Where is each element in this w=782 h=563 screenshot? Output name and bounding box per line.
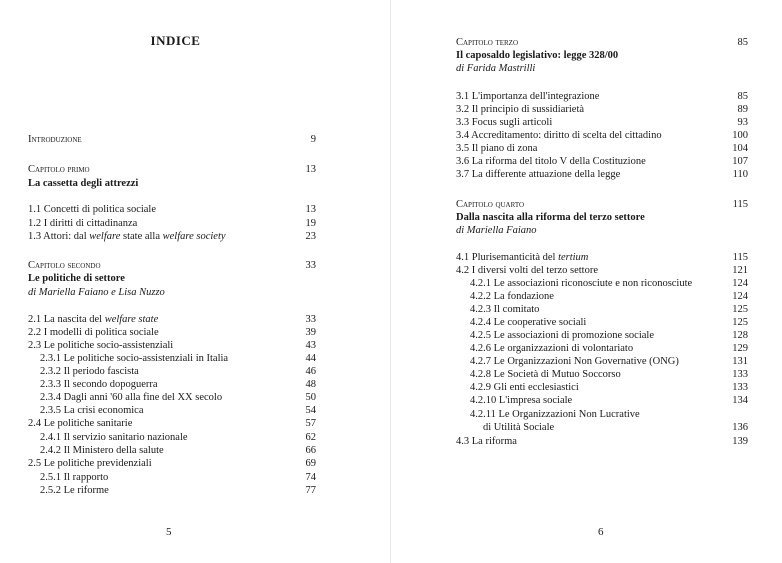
toc-entry-text: 2.3.5 La crisi economica [40,405,144,416]
toc-entry-page: 128 [732,330,748,341]
toc-entry-text: di Mariella Faiano [456,225,537,236]
toc-entry-text: Introduzione [28,134,82,145]
toc-entry-page: 39 [305,327,316,338]
toc-entry-page: 43 [305,340,316,351]
toc-entry-text: 4.2.7 Le Organizzazioni Non Governative (ONG) [470,356,679,367]
toc-entry-text: 1.1 Concetti di politica sociale [28,204,157,215]
toc-entry-text: 4.3 La riforma [456,436,517,447]
toc-entry-text: 2.5 Le politiche previdenziali [28,458,152,469]
toc-entry-page: 69 [305,458,316,469]
toc-entry-page: 124 [732,278,748,289]
toc-entry-page: 104 [732,143,748,154]
toc-entry-text: 2.5.2 Le riforme [40,485,109,496]
toc-entry-page: 33 [305,314,316,325]
toc-entry-text: di Utilità Sociale [483,422,555,433]
toc-entry-text: 4.2.9 Gli enti ecclesiastici [470,382,579,393]
toc-entry-page: 50 [305,392,316,403]
toc-entry-page: 133 [732,382,748,393]
toc-entry-text: 4.2 I diversi volti del terzo settore [456,265,599,276]
toc-entry-text: 2.5.1 Il rapporto [40,472,109,483]
toc-entry-page: 13 [305,164,316,175]
toc-entry-text: Il caposaldo legislativo: legge 328/00 [456,50,619,61]
toc-entry-text: 1.3 Attori: dal welfare state alla welfare society [28,231,226,242]
toc-entry-text: 3.2 Il principio di sussidiarietà [456,104,585,115]
page-title: INDICE [150,33,201,48]
toc-entry-page: 124 [732,291,748,302]
toc-entry-page: 57 [305,418,316,429]
toc-entry-text: Capitolo primo [28,164,90,175]
right-page [391,0,782,563]
toc-entry-page: 131 [732,356,748,367]
toc-entry-text: 4.2.4 Le cooperative sociali [470,317,587,328]
toc-entry-text: di Mariella Faiano e Lisa Nuzzo [28,287,165,298]
toc-entry-page: 129 [732,343,748,354]
toc-entry-text: 2.3.1 Le politiche socio-assistenziali in Italia [40,353,229,364]
toc-entry-page: 107 [732,156,748,167]
toc-entry-page: 62 [305,432,316,443]
toc-entry-text: 2.4 Le politiche sanitarie [28,418,133,429]
toc-entry-text: 2.3 Le politiche socio-assistenziali [28,340,174,351]
toc-entry-text: 4.2.8 Le Società di Mutuo Soccorso [470,369,621,380]
toc-entry-text: 3.6 La riforma del titolo V della Costituzione [456,156,646,167]
toc-entry-page: 121 [732,265,748,276]
toc-entry-text: 1.2 I diritti di cittadinanza [28,218,138,229]
toc-entry-page: 54 [305,405,316,416]
toc-entry-page: 125 [732,304,748,315]
toc-entry-page: 48 [305,379,316,390]
toc-entry-text: Le politiche di settore [28,273,125,284]
toc-entry-text: 2.3.3 Il secondo dopoguerra [40,379,158,390]
toc-entry-text: Capitolo quarto [456,199,525,210]
toc-entry-text: 3.3 Focus sugli articoli [456,117,553,128]
toc-entry-text: 4.2.5 Le associazioni di promozione sociale [470,330,654,341]
toc-entry-text: La cassetta degli attrezzi [28,178,139,189]
toc-entry-page: 85 [737,37,748,48]
toc-entry-page: 115 [732,199,748,210]
toc-entry-text: 2.3.2 Il periodo fascista [40,366,139,377]
toc-entry-text: 4.2.1 Le associazioni riconosciute e non riconosciute [470,278,693,289]
toc-entry-page: 77 [305,485,316,496]
toc-entry-page: 134 [732,395,748,406]
page-number: 6 [598,526,604,538]
toc-entry-page: 13 [305,204,316,215]
toc-entry-text: Capitolo secondo [28,260,101,271]
toc-entry-text: 2.3.4 Dagli anni '60 alla fine del XX secolo [40,392,223,403]
toc-entry-text: 3.4 Accreditamento: diritto di scelta del cittadino [456,130,662,141]
toc-entry-page: 136 [732,422,748,433]
toc-entry-text: 2.4.2 Il Ministero della salute [40,445,164,456]
toc-entry-page: 74 [305,472,316,483]
toc-entry-text: 2.1 La nascita del welfare state [28,314,159,325]
toc-entry-text: 3.5 Il piano di zona [456,143,538,154]
toc-entry-page: 9 [310,134,316,145]
toc-entry-page: 93 [737,117,748,128]
toc-entry-page: 110 [732,169,748,180]
toc-entry-page: 89 [737,104,748,115]
toc-entry-text: 4.2.10 L'impresa sociale [470,395,573,406]
toc-entry-page: 44 [305,353,316,364]
toc-entry-text: 3.7 La differente attuazione della legge [456,169,621,180]
toc-entry-text: 4.2.6 Le organizzazioni di volontariato [470,343,634,354]
toc-entry-page: 115 [732,252,748,263]
toc-entry-text: 2.2 I modelli di politica sociale [28,327,159,338]
toc-entry-page: 23 [305,231,316,242]
toc-entry-page: 19 [305,218,316,229]
toc-entry-page: 139 [732,436,748,447]
toc-entry-text: 3.1 L'importanza dell'integrazione [456,91,600,102]
toc-entry-text: Capitolo terzo [456,37,518,48]
toc-entry-page: 85 [737,91,748,102]
toc-entry-text: 4.2.3 Il comitato [470,304,540,315]
toc-entry-page: 100 [732,130,748,141]
toc-entry-text: di Farida Mastrilli [456,63,536,74]
toc-entry-text: 4.1 Plurisemanticità del tertium [456,252,589,263]
page-number: 5 [166,526,172,538]
toc-entry-text: 4.2.11 Le Organizzazioni Non Lucrative [470,409,640,420]
toc-entry-page: 66 [305,445,316,456]
toc-entry-page: 33 [305,260,316,271]
toc-entry-text: Dalla nascita alla riforma del terzo settore [456,212,645,223]
toc-entry-text: 2.4.1 Il servizio sanitario nazionale [40,432,188,443]
toc-entry-page: 46 [305,366,316,377]
toc-entry-page: 125 [732,317,748,328]
toc-entry-text: 4.2.2 La fondazione [470,291,554,302]
toc-entry-page: 133 [732,369,748,380]
